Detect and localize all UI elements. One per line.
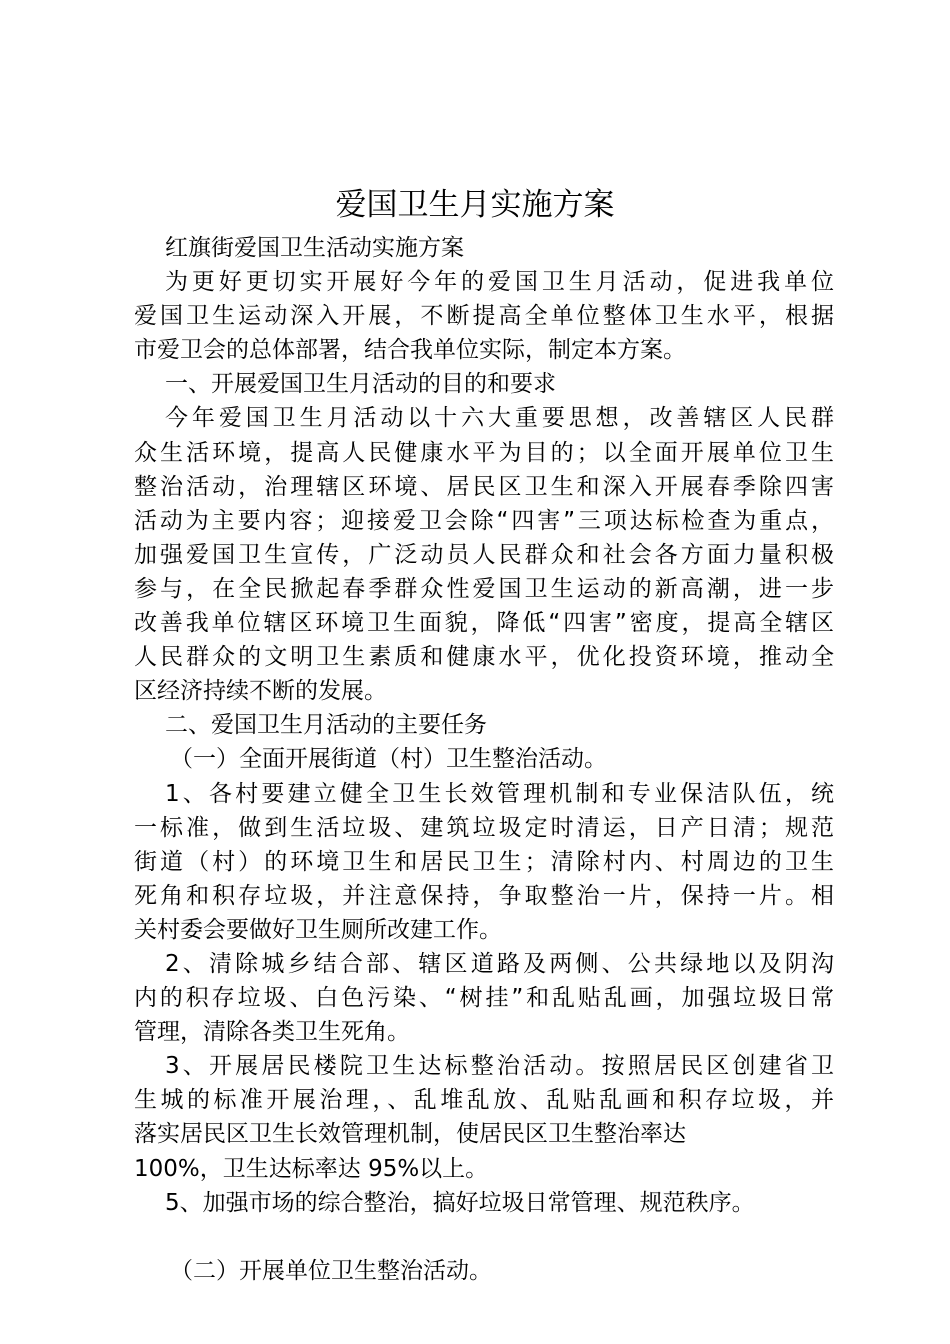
section-heading: 一、开展爱国卫生月活动的目的和要求 [165, 371, 556, 398]
paragraph-line: 3、开展居民楼院卫生达标整治活动。按照居民区创建省卫 [165, 1053, 834, 1080]
paragraph-line: 加强爱国卫生宣传，广泛动员人民群众和社会各方面力量积极 [134, 541, 834, 568]
paragraph-line: 今年爱国卫生月活动以十六大重要思想，改善辖区人民群 [165, 405, 834, 432]
document-body [134, 231, 834, 1288]
section-heading: 二、爱国卫生月活动的主要任务 [165, 712, 487, 739]
paragraph-line: 改善我单位辖区环境卫生面貌，降低“四害”密度，提高全辖区 [134, 610, 834, 637]
paragraph-line: 整治活动，治理辖区环境、居民区卫生和深入开展春季除四害 [134, 473, 834, 500]
paragraph-line: 市爱卫会的总体部署，结合我单位实际，制定本方案。 [134, 337, 686, 364]
paragraph-line: 区经济持续不断的发展。 [134, 678, 387, 705]
paragraph-line: 落实居民区卫生长效管理机制，使居民区卫生整治率达 [134, 1121, 686, 1148]
paragraph-line: 参与，在全民掀起春季群众性爱国卫生运动的新高潮，进一步 [134, 575, 834, 602]
blank-line [134, 1220, 834, 1254]
paragraph-line: 街道（村）的环境卫生和居民卫生；清除村内、村周边的卫生 [134, 848, 834, 875]
paragraph-line: 死角和积存垃圾，并注意保持，争取整治一片，保持一片。相 [134, 882, 834, 909]
paragraph-line: 爱国卫生运动深入开展，不断提高全单位整体卫生水平，根据 [134, 303, 834, 330]
subtitle-line: 红旗街爱国卫生活动实施方案 [165, 235, 464, 261]
paragraph-line: 众生活环境，提高人民健康水平为目的；以全面开展单位卫生 [134, 439, 834, 466]
paragraph-line: 1、各村要建立健全卫生长效管理机制和专业保洁队伍，统 [165, 780, 834, 807]
paragraph-line: 5、加强市场的综合整治，搞好垃圾日常管理、规范秩序。 [165, 1189, 755, 1216]
paragraph-line: 100%，卫生达标率达 95%以上。 [134, 1155, 489, 1182]
paragraph-line: 生城的标准开展治理，、乱堆乱放、乱贴乱画和积存垃圾，并 [134, 1087, 834, 1114]
paragraph-line: 活动为主要内容；迎接爱卫会除“四害”三项达标检查为重点， [134, 507, 834, 534]
subsection-heading: （二）开展单位卫生整治活动。 [170, 1257, 492, 1284]
paragraph-line: 管理，清除各类卫生死角。 [134, 1019, 410, 1046]
paragraph-line: 内的积存垃圾、白色污染、“树挂”和乱贴乱画，加强垃圾日常 [134, 985, 834, 1012]
document-title: 爱国卫生月实施方案 [335, 187, 615, 223]
subsection-heading: （一）全面开展街道（村）卫生整治活动。 [170, 746, 607, 773]
paragraph-line: 关村委会要做好卫生厕所改建工作。 [134, 916, 502, 943]
paragraph-line: 2、清除城乡结合部、辖区道路及两侧、公共绿地以及阴沟 [165, 950, 834, 977]
paragraph-line: 一标准，做到生活垃圾、建筑垃圾定时清运，日产日清；规范 [134, 814, 834, 841]
paragraph-line: 为更好更切实开展好今年的爱国卫生月活动，促进我单位 [165, 269, 834, 296]
paragraph-line: 人民群众的文明卫生素质和健康水平，优化投资环境，推动全 [134, 644, 834, 671]
